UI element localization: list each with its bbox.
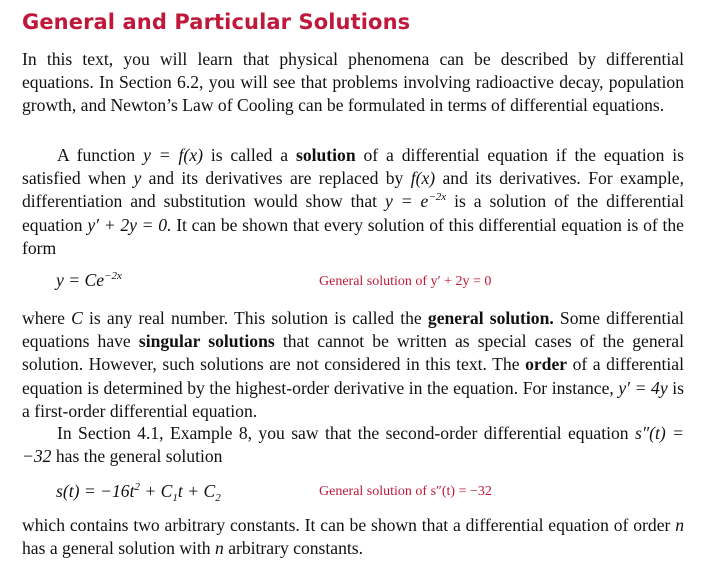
term-order: order [525,354,568,375]
math-differential-equation: y′ + 2y = 0. [87,214,172,235]
paragraph-arbitrary-constants: which contains two arbitrary constants. It can be shown that a differential equation of order n has a general solution with n arbitrary constants. [22,515,684,559]
paragraph-solution-definition: A function y = f(x) is called a solution of a differential equation if the equation is satisfied when y and its derivatives are replaced by f(x) and its derivatives. For example, differentiation and substitution would show that $y = e^{-2x}$ is a solution of the differential equation y′ + 2y = 0. It can be shown that every solution of this differential equation is of the form [22,145,684,258]
math-second-order-example: s″(t) = −32 [22,423,684,467]
term-general-solution: general solution. [427,308,554,328]
section-heading: General and Particular Solutions [22,10,411,34]
term-singular-solutions: singular solutions [138,331,275,352]
paragraph-intro: In this text, you will learn that physical phenomena can be described by differential equations. In Section 6.2, you will see that problems involving radioactive decay, population growth, and Newton’s Law of Cooling can be formulated in terms of differential equations. [22,49,684,116]
paragraph-second-order: In Section 4.1, Example 8, you saw that the second-order differential equation s″(t) = −32 has the general solution [22,423,684,467]
margin-note-general-solution: General solution of y′ + 2y = 0 [319,274,492,289]
equation-second-order-solution: $s(t) = -16t^2 + C_1t + C_2$ [56,481,221,504]
math-first-order-example: y′ = 4y [618,377,668,398]
math-definition: y = f(x) [143,145,203,165]
term-solution: solution [295,145,356,165]
margin-note-second-order: General solution of s″(t) = −32 [319,484,492,499]
paragraph-general-solution: where C is any real number. This solution is called the general solution. Some differential equations have singular solutions that cannot be written as special cases of the general solution. However, such solutions are not considered in this text. The order of a differential equation is determined by the highest-order derivative in the equation. For instance, y′ = 4y is a first-order differential equation. [22,308,684,421]
math-example: $y = e^{-2x}$ [384,191,447,212]
equation-general-solution: $y = Ce^{-2x}$ [56,270,122,290]
